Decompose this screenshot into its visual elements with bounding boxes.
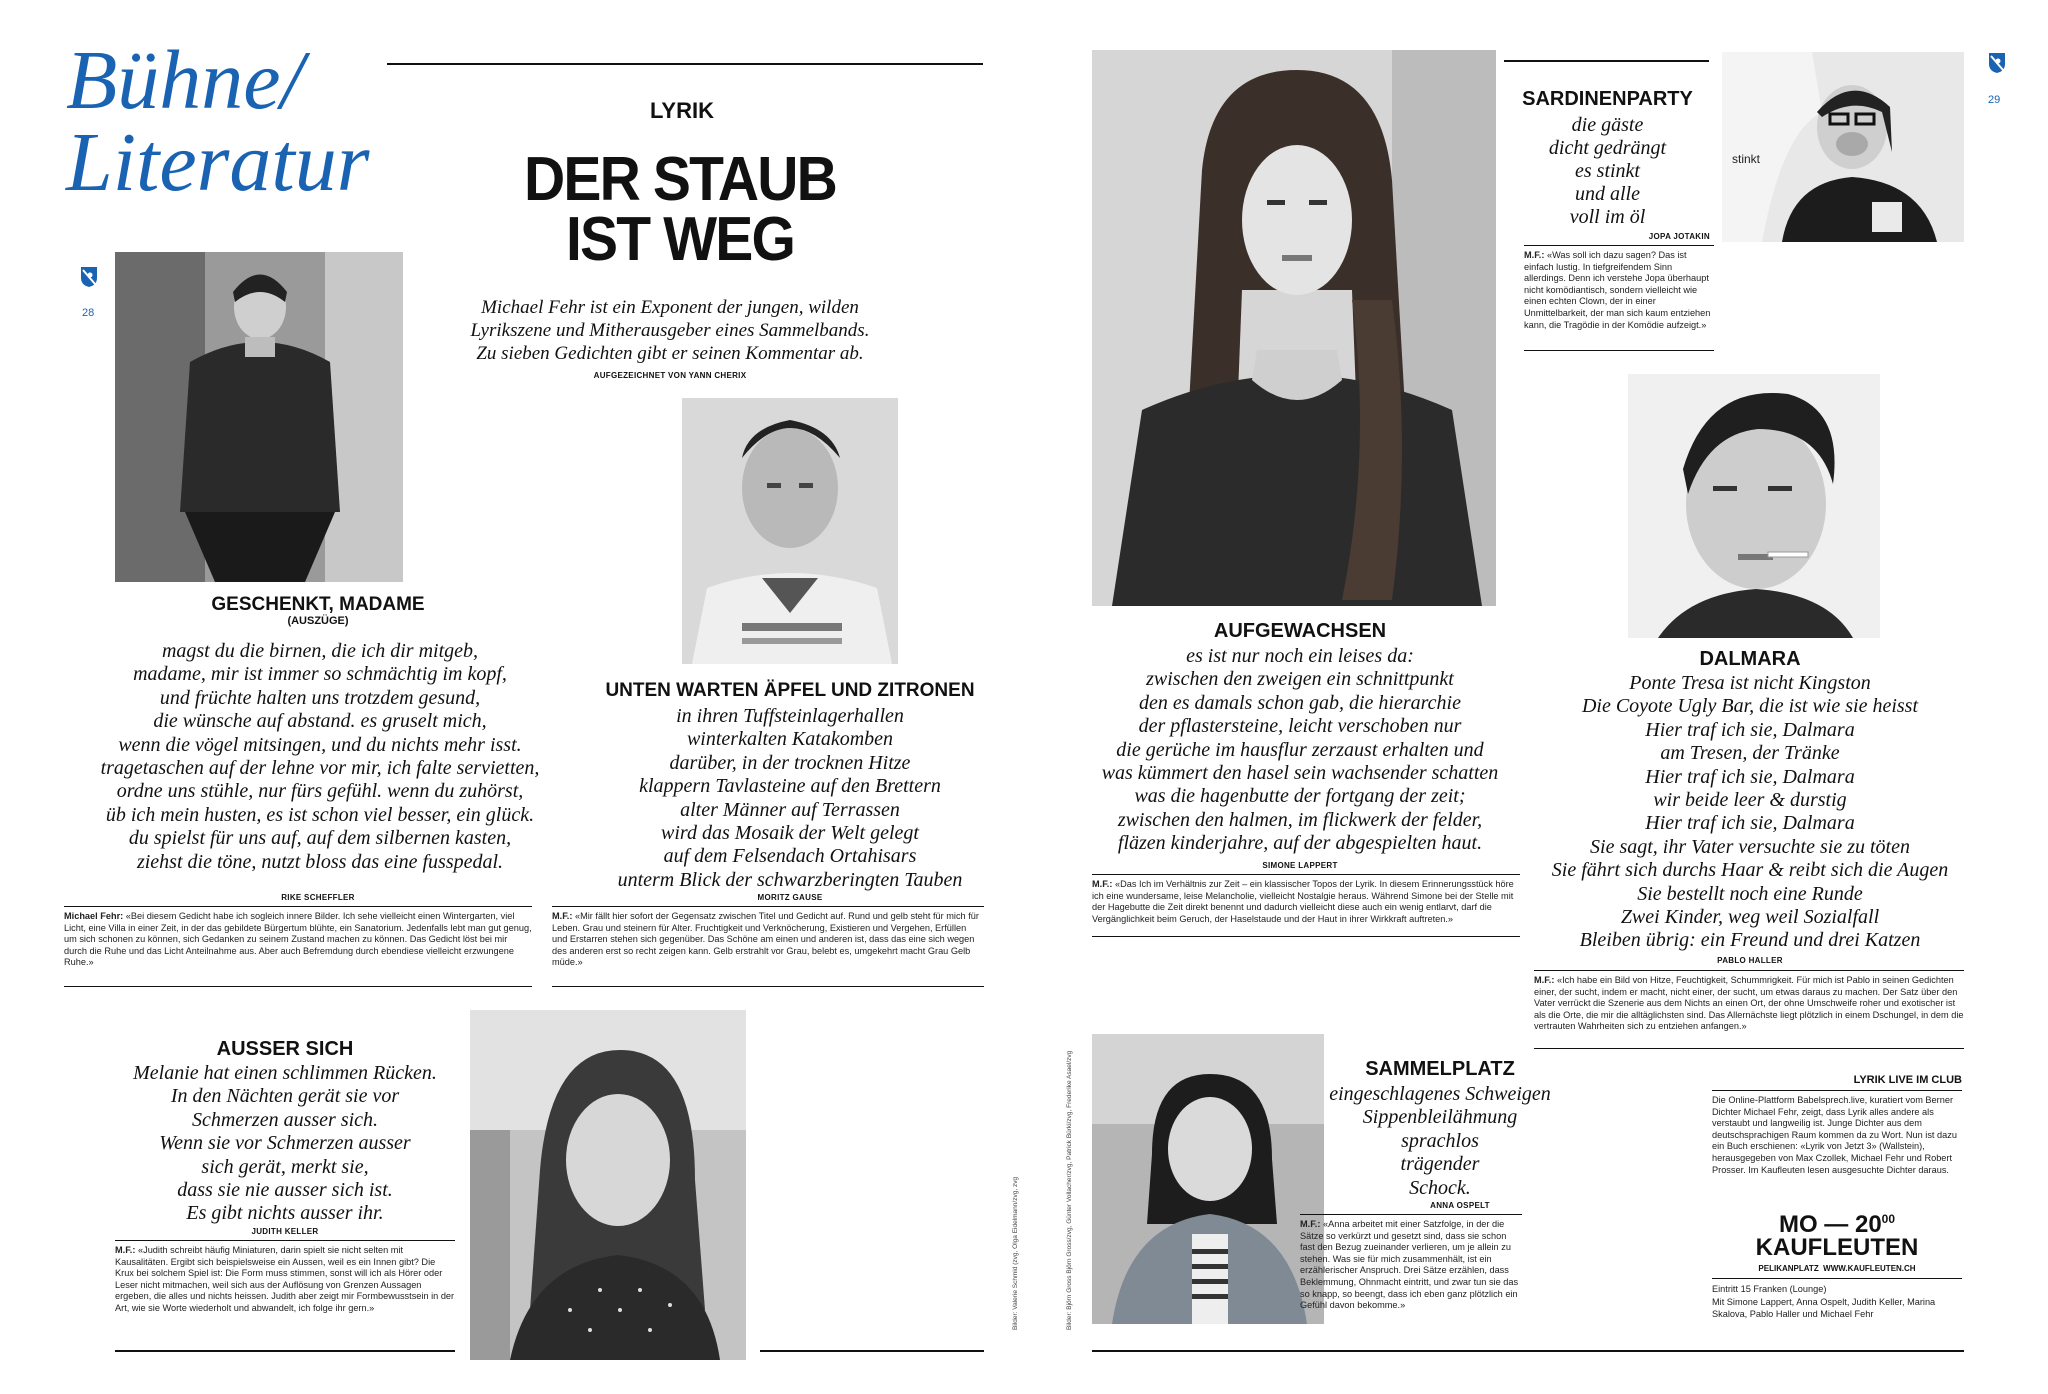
event-date: MO — $20^{00}$ (1778, 1211, 1896, 1238)
rule-ausser (115, 1240, 455, 1241)
event-rule (1712, 1090, 1962, 1091)
rule-sammelplatz (1300, 1214, 1522, 1215)
poem-author-ausser: JUDITH KELLER (251, 1227, 319, 1236)
section-title-line2: Literatur (66, 116, 370, 209)
rule-geschenkt (64, 906, 532, 907)
poem-title-unten: UNTEN WARTEN ÄPFEL UND ZITRONEN (605, 680, 975, 701)
rule-aufgewachsen-bottom (1092, 936, 1520, 937)
poem-title-ausser: AUSSER SICH (216, 1038, 354, 1060)
event-heading: LYRIK LIVE IM CLUB (1853, 1074, 1962, 1086)
poem-text-sammelplatz: eingeschlagenes Schweigen Sippenbleilähmung sprachlos trägender Schock. (1329, 1083, 1551, 1199)
photo-pablo-haller (1628, 374, 1880, 638)
comment-aufgewachsen: M.F.: «Das Ich im Verhältnis zur Zeit – ein klassischer Topos der Lyrik. In diesem Erinnerungsstück höre ich eine wundersame, leise Melancholie, vielleicht Nostalgie heraus. Während Simone bei der Stelle mit der Hagebutte die Zeit direkt benennt und dadurch vielleicht diese auch ein wenig entlarvt, darf die Vergänglichkeit beim Geruch, der Haselstaude und der Haut in ihrer Wirkkraft auftreten.» (1092, 879, 1514, 924)
poem-author-sammelplatz: ANNA OSPELT (1430, 1201, 1490, 1210)
poem-text-dalmara: Ponte Tresa ist nicht Kingston Die Coyote Ugly Bar, die ist wie sie heisst Hier traf ich sie, Dalmara am Tresen, der Tränke Hier traf ich sie, Dalmara wir beide leer & durstig Hier traf ich sie, Dalmara Sie sagt, ihr Vater versuchte sie zu töten Sie fährt sich durchs Haar & reibt sich die Augen Sie bestellt noch eine Runde Zwei Kinder, weg weil Sozialfall Bleiben übrig: ein Freund und drei Katzen (1551, 672, 1949, 952)
comment-sardinen: M.F.: «Was soll ich dazu sagen? Das ist einfach lustig. In tiefgreifendem Sinn allerdings. Denn ich verstehe Jopa überhaupt nicht komödiantisch, sondern vielleicht wie einen echten Clown, der in einer Unmittelbarkeit, der man sich kaum entziehen kann, die Tragödie in der Komödie aufzeigt.» (1524, 250, 1711, 330)
rule-sardinen-bottom (1524, 350, 1714, 351)
headline-line1: DER STAUB (524, 145, 836, 214)
rule-geschenkt-bottom (64, 986, 532, 987)
photo-moritz-gause (682, 398, 898, 664)
event-rule-2 (1712, 1278, 1962, 1279)
poem-author-aufgewachsen: SIMONE LAPPERT (1262, 861, 1338, 870)
poem-title-dalmara: DALMARA (1699, 648, 1801, 670)
comment-sammelplatz: M.F.: «Anna arbeitet mit einer Satzfolge, in der die Sätze so verkürzt und gesetzt sind, dass sie schon fast den Bezug zueinander verlieren, um je allein zu stehen. Was sie für mich zusammenhält, ist ein erzählerischer Anspruch. Drei Sätze erzählen, dass Beklemmung, Ohnmacht eintritt, und zwar tun sie das so knapp, so beengt, dass ich eben ganz plötzlich ein Gefühl davon bekomme.» (1300, 1219, 1519, 1311)
rule-unten (552, 906, 984, 907)
rule-dalmara (1534, 970, 1964, 971)
top-rule-left (387, 63, 983, 65)
section-label: LYRIK (650, 98, 714, 123)
rule-aufgewachsen (1092, 874, 1520, 875)
poem-title-sardinen: SARDINENPARTY (1522, 88, 1693, 110)
event-venue: KAUFLEUTEN (1755, 1234, 1919, 1261)
section-title (66, 34, 370, 209)
poem-author-geschenkt: RIKE SCHEFFLER (281, 893, 355, 902)
comment-geschenkt: Michael Fehr: «Bei diesem Gedicht habe ich sogleich innere Bilder. Ich sehe vielleicht einen Wintergarten, viel Licht, eine Villa in einer Zeit, in der das gebildete Bürgertum blühte, ein Sanatorium. Jedenfalls lebt man gut genug, um sich schonen zu können, sich Gedanken zu seinem Zustand machen zu können. Das Gedicht löst bei mir durch die Ruhe und das Licht Anteilnahme aus. Aber auch Befremdung durch ebendiese vielleicht erzwungene Ruhe.» (64, 911, 532, 968)
rule-dalmara-bottom (1534, 1048, 1964, 1049)
photo-credit-left: Bilder: Valerie Schmid (zvg, Olga Eidelmann/zvg, zvg (1012, 1176, 1019, 1330)
bottom-rule-right (1092, 1350, 1964, 1352)
photo-simone-lappert (1092, 50, 1496, 606)
comment-ausser: M.F.: «Judith schreibt häufig Miniaturen, darin spielt sie nicht selten mit Kausalitäten. Ergibt sich beispielsweise ein Aussen, weil es ein Innen gibt? Die Krux bei solchem Spiel ist: Die Form muss stimmen, sonst will ich als Hörer oder Leser nicht mitmachen, weil sich aus der Auflösung von Grenzen Aussagen ergeben, die alles und nichts heissen. Judith aber zeigt mir Formbewusstsein in der Art, wie sie Worte wiederholt und abwandelt, ich folge ihr gern.» (115, 1245, 455, 1313)
event-text: Die Online-Plattform Babelsprech.live, kuratiert vom Berner Dichter Michael Fehr, zeigt, dass Lyrik alles andere als verstaubt und langweilig ist. Junge Dichter aus dem deutschsprachigen Raum kommen da zu Wort. Nun ist dazu ein Buch erschienen: «Lyrik von Jetzt 3» (Wallstein), herausgegeben von Max Czollek, Michael Fehr und Robert Prosser. Im Kaufleuten lesen ausgesuchte Dichter daraus. (1712, 1095, 1957, 1175)
poem-text-sardinen: die gäste dicht gedrängt es stinkt und alle voll im öl (1548, 114, 1667, 228)
bottom-rule-left-2 (760, 1350, 984, 1352)
photo-anna-ospelt (1092, 1034, 1324, 1324)
poem-author-sardinen: JOPA JOTAKIN (1648, 232, 1710, 241)
event-with: Mit Simone Lappert, Anna Ospelt, Judith Keller, Marina Skalova, Pablo Haller und Michael Fehr (1712, 1297, 1936, 1319)
poem-title-geschenkt: GESCHENKT, MADAME (211, 594, 425, 615)
poem-title-sammelplatz: SAMMELPLATZ (1365, 1058, 1515, 1080)
page-number-right: 29 (1988, 94, 2001, 106)
event-url[interactable]: WWW.KAUFLEUTEN.CH (1823, 1264, 1916, 1273)
lead-text: Michael Fehr ist ein Exponent der jungen, wilden Lyrikszene und Mitherausgeber eines Sammelbands. Zu sieben Gedichten gibt er seinen Kommentar ab. (470, 297, 870, 364)
poem-text-geschenkt: magst du die birnen, die ich dir mitgeb, madame, mir ist immer so schmächtig im kopf, und früchte halten uns trotzdem gesund, die wünsche auf abstand. es gruselt mich, wenn die vögel mitsingen, und du nichts mehr isst. tragetaschen auf der lehne vor mir, ich falte servietten, ordne uns stühle, nur fürs gefühl. wenn du zuhörst, üb ich mein husten, es ist schon viel besser, ein glück. du spielst für uns auf, auf dem silbernen kasten, ziehst die töne, nutzt bloss das eine fusspedal. (100, 640, 540, 873)
poem-text-aufgewachsen: es ist nur noch ein leises da: zwischen den zweigen ein schnittpunkt den es damals schon gab, die hierarchie der pflastersteine, leicht verschoben nur die gerüche im hausflur zerzaust erhalten und was kümmert den hasel sein wachsender schatten was die hagenbutte der fortgang der zeit; zwischen den halmen, im flickwerk der felder, fläzen kinderjahre, auf der abgespielten haut. (1101, 645, 1499, 855)
bern-bear-crest-icon (1988, 52, 2006, 74)
comment-unten: M.F.: «Mir fällt hier sofort der Gegensatz zwischen Titel und Gedicht auf. Rund und gelb steht für mich für Leben. Grau und steinern für Alter. Fruchtigkeit und Verknöcherung, Existieren und Vergehen, Erfüllen und Erstarren stehen sich gegenüber. Das Schöne am einen und anderen ist, dass das eine sich wegen des anderen erst so recht zeigen kann. Gelb erstrahlt vor Grau, belebt es, umgekehrt macht Grau Gelb müde.» (552, 911, 979, 968)
headline (519, 145, 841, 274)
rule-sardinen (1524, 245, 1714, 246)
bern-bear-crest-icon (80, 266, 98, 288)
section-title-line1: Bühne/ (66, 34, 304, 127)
poem-text-unten: in ihren Tuffsteinlagerhallen winterkalten Katakomben darüber, in der trocknen Hitze klappern Tavlasteine auf den Brettern alter Männer auf Terrassen wird das Mosaik der Welt gelegt auf dem Felsendach Ortahisars unterm Blick der schwarzberingten Tauben (617, 705, 963, 891)
poem-author-unten: MORITZ GAUSE (757, 893, 823, 902)
poem-author-dalmara: PABLO HALLER (1717, 956, 1783, 965)
rule-sardinen-top (1504, 60, 1709, 62)
poem-subtitle-geschenkt: (AUSZÜGE) (287, 615, 349, 627)
poem-title-aufgewachsen: AUFGEWACHSEN (1213, 620, 1387, 642)
shirt-text: stinkt (1732, 152, 1761, 166)
photo-credit-right: Bilder: Björn Gross Björn Gross/zvg, Günter Vollacher/zvg, Patrick Bürki/zvg, Frederike Asael/zvg (1066, 1050, 1073, 1330)
bottom-rule-left-1 (115, 1350, 455, 1352)
event-address-line: PELIKANPLATZ WWW.KAUFLEUTEN.CH (1758, 1264, 1916, 1273)
rule-unten-bottom (552, 986, 984, 987)
comment-dalmara: M.F.: «Ich habe ein Bild von Hitze, Feuchtigkeit, Schummrigkeit. Für mich ist Pablo in seinen Gedichten einer, der sucht, indem er macht, nicht einer, der sucht, um etwas daraus zu machen. Der Satz über den Vater verrückt die Szenerie aus dem Nichts an einen Ort, der ohne Umschweife roher und exotischer ist als die Orte, die mir die alltäglichsten sind. Das Allernächste liegt plötzlich in einem Dschungel, in dem die vertrauten Wahrheiten sich zu entziehen anfangen.» (1534, 975, 1964, 1032)
photo-jopa-jotakin (1722, 52, 1964, 242)
photo-judith-keller (470, 1010, 746, 1360)
photo-rike-scheffler (115, 252, 403, 582)
page-number-left: 28 (82, 307, 95, 319)
poem-text-ausser: Melanie hat einen schlimmen Rücken. In den Nächten gerät sie vor Schmerzen ausser sich. Wenn sie vor Schmerzen ausser sich gerät, merkt sie, dass sie nie ausser sich ist. Es gibt nichts ausser ihr. (133, 1062, 437, 1225)
headline-line2: IST WEG (566, 205, 794, 274)
byline: AUFGEZEICHNET VON YANN CHERIX (593, 371, 747, 380)
event-entry: Eintritt 15 Franken (Lounge) (1712, 1284, 1827, 1294)
